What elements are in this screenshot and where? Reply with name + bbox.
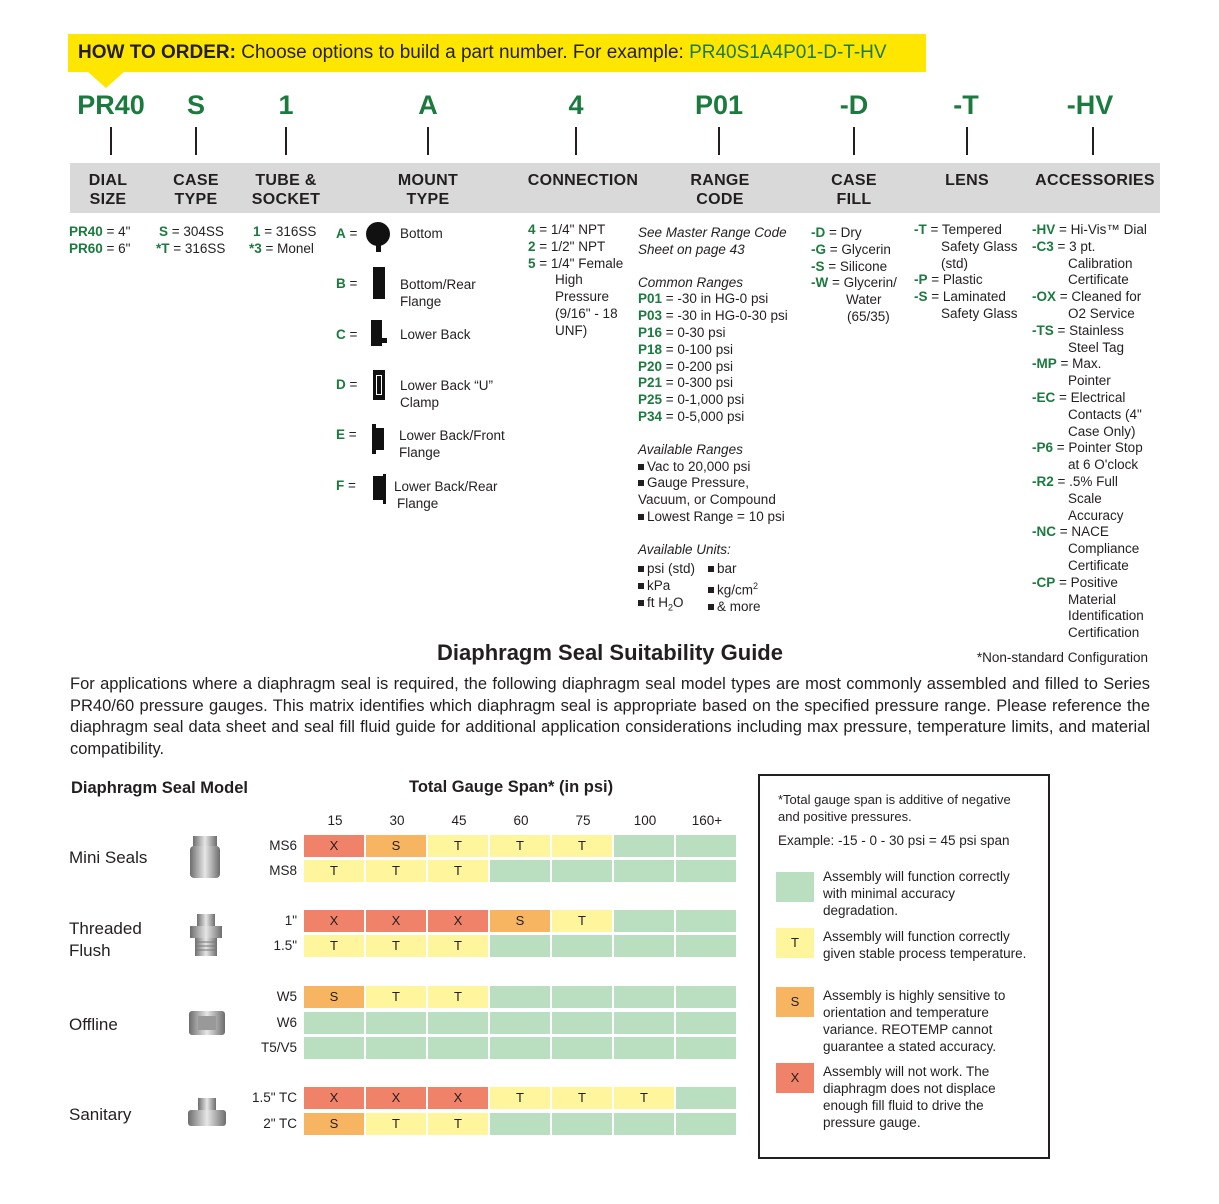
seal-row-label: 1.5" (273, 938, 297, 953)
span-column-header: 15 (327, 813, 343, 828)
code-connection: 4 (568, 90, 584, 120)
range-see-master: See Master Range Code (638, 225, 787, 240)
option-item: -G = Glycerin (811, 241, 891, 257)
threaded-flush-seal-icon (187, 912, 225, 960)
mount-option-b: B = (336, 276, 358, 291)
option-item: -NC = NACE (1032, 524, 1109, 540)
group-sanitary: Sanitary (69, 1105, 132, 1124)
legend-text-good: Assembly will function correctly with minimal accuracy degradation. (823, 869, 1010, 918)
mount-option-f: F = (336, 478, 356, 493)
option-item: *T = 316SS (156, 240, 226, 256)
code-dial-size: PR40 (77, 90, 145, 120)
option-item: -P6 = Pointer Stop (1032, 440, 1143, 456)
mount-label: Lower Back (400, 327, 471, 342)
code-case-fill: -D (839, 90, 869, 120)
matrix-cell (552, 986, 612, 1008)
non-standard-note: *Non-standard Configuration (976, 650, 1148, 665)
matrix-cell: T (490, 835, 550, 857)
matrix-cell (552, 935, 612, 957)
matrix-cell: S (366, 835, 426, 857)
matrix-cell (614, 1113, 674, 1135)
matrix-cell (676, 910, 736, 932)
option-item: -T = Tempered (914, 222, 1002, 237)
guide-paragraph: For applications where a diaphragm seal is required, the following diaphragm seal model types are most commonly assembled and filled to Series PR40/60 pressure gauges. This matrix identifies which diaphragm seal is appropriate based on the specified pressure range. Please reference the diaphragm seal data sheet and seal fill fluid guide for additional application considerations including max pressure, temperature limits, and material compatibility. (70, 675, 1150, 758)
mount-front-flange-icon-body (376, 428, 384, 450)
matrix-cell (676, 1037, 736, 1059)
matrix-cell: T (428, 835, 488, 857)
span-column-header: 60 (513, 813, 529, 828)
matrix-cell (676, 860, 736, 882)
matrix-cell (614, 835, 674, 857)
group-offline: Offline (69, 1015, 118, 1034)
span-column-header: 30 (389, 813, 405, 828)
header-case-type: CASE TYPE (173, 172, 219, 208)
connection-options (528, 222, 623, 340)
mount-option-e: E = (336, 427, 357, 442)
option-continuation: (65/35) (847, 308, 890, 324)
case-type-options (156, 224, 225, 258)
seal-row-label: W5 (276, 989, 297, 1004)
group-threaded-flush: Threaded Flush (69, 919, 142, 960)
mount-lower-back-icon-stem (380, 338, 387, 343)
option-item: -S = Laminated (914, 289, 1006, 305)
option-item: P18 = 0-100 psi (638, 341, 733, 357)
matrix-cell (614, 1037, 674, 1059)
option-continuation: (9/16" - 18 (555, 305, 618, 321)
matrix-cell: T (366, 860, 426, 882)
banner-text: Choose options to build a part number. For example: (235, 42, 690, 63)
option-item: P34 = 0-5,000 psi (638, 408, 745, 424)
seal-row-label: W6 (276, 1015, 297, 1030)
option-item: P03 = -30 in HG-0-30 psi (638, 308, 788, 324)
option-item: -OX = Cleaned for (1032, 289, 1142, 305)
matrix-cell: X (366, 1087, 426, 1109)
legend-text-fail: Assembly will not work. The diaphragm does not displace enough fill fluid to drive the pressure gauge. (823, 1064, 996, 1130)
available-units-title: Available Units: (638, 541, 731, 557)
unit-item: $kg/cm^2$ (708, 578, 761, 599)
matrix-cell: T (614, 1087, 674, 1109)
matrix-cell (428, 1012, 488, 1034)
option-item: -D = Dry (811, 225, 862, 240)
available-range-item: Lowest Range = 10 psi (638, 509, 788, 526)
mount-option-d: D = (336, 377, 358, 392)
code-tube-socket: 1 (278, 90, 294, 120)
option-continuation: Pressure (555, 289, 610, 305)
code-tick (1092, 127, 1094, 155)
option-continuation: Safety Glass (941, 305, 1018, 321)
matrix-cell: T (366, 1113, 426, 1135)
available-units-col1 (638, 561, 695, 616)
unit-item: kPa (638, 578, 695, 595)
matrix-cell (366, 1037, 426, 1059)
option-item: -P = Plastic (914, 272, 983, 288)
option-item: 4 = 1/4" NPT (528, 222, 606, 237)
option-item: -CP = Positive (1032, 574, 1118, 590)
option-continuation: High (555, 272, 583, 288)
legend-swatch-fail: X (776, 1063, 814, 1093)
banner-arrow (88, 72, 124, 88)
matrix-cell (676, 1113, 736, 1135)
case-fill-options (811, 225, 897, 326)
seal-row-label: 1" (284, 913, 297, 928)
option-item: PR40 = 4" (69, 224, 131, 239)
unit-item: psi (std) (638, 561, 695, 578)
option-item: *3 = Monel (249, 240, 314, 256)
seal-row-label: MS6 (269, 838, 297, 853)
code-lens: -T (953, 90, 979, 120)
option-item: -EC = Electrical (1032, 389, 1126, 405)
legend-swatch-good (776, 872, 814, 902)
code-range: P01 (694, 90, 744, 120)
matrix-cell (614, 860, 674, 882)
option-continuation: UNF) (555, 322, 588, 338)
matrix-cell: S (490, 910, 550, 932)
matrix-cell: T (366, 986, 426, 1008)
matrix-cell: X (304, 835, 364, 857)
matrix-cell: X (428, 910, 488, 932)
option-item: P20 = 0-200 psi (638, 358, 733, 374)
matrix-cell (614, 1012, 674, 1034)
matrix-cell (490, 986, 550, 1008)
seal-row-label: 2" TC (263, 1116, 297, 1131)
option-item: -MP = Max. (1032, 356, 1102, 372)
available-range-item: Gauge Pressure, (638, 475, 788, 492)
option-item: -R2 = .5% Full (1032, 473, 1118, 489)
matrix-cell: S (304, 1113, 364, 1135)
matrix-cell (366, 1012, 426, 1034)
matrix-cell: X (304, 910, 364, 932)
matrix-cell (614, 935, 674, 957)
mount-option-a: A = (336, 226, 358, 241)
available-range-item: Vacuum, or Compound (638, 492, 776, 508)
code-tick (853, 127, 855, 155)
available-units-col2 (708, 561, 761, 616)
option-item: -C3 = 3 pt. (1032, 238, 1096, 254)
mount-bottom-icon-stem (376, 244, 381, 252)
seal-row-label: 1.5" TC (251, 1090, 297, 1105)
matrix-cell (552, 1113, 612, 1135)
option-item: -HV = Hi-Vis™ Dial (1032, 222, 1147, 237)
matrix-cell (552, 1012, 612, 1034)
mount-bottom-rear-flange-icon (373, 267, 385, 299)
lens-options (914, 222, 1018, 323)
header-range-code: RANGE CODE (690, 172, 750, 208)
option-item: 5 = 1/4" Female (528, 255, 624, 271)
matrix-cell: X (304, 1087, 364, 1109)
header-tube-socket: TUBE & SOCKET (251, 172, 321, 208)
seal-row-label: MS8 (269, 863, 297, 878)
option-item: -W = Glycerin/ (811, 275, 897, 291)
unit-item: bar (708, 561, 761, 578)
legend-swatch-sensitive: S (776, 987, 814, 1017)
matrix-cell: T (304, 860, 364, 882)
option-continuation: Water (846, 292, 882, 308)
available-range-item: Vac to 20,000 psi (638, 459, 788, 476)
matrix-cell: T (304, 935, 364, 957)
matrix-cell (490, 935, 550, 957)
matrix-cell (552, 860, 612, 882)
header-connection: CONNECTION (527, 172, 639, 189)
span-label: Total Gauge Span* (in psi) (409, 778, 614, 796)
code-tick (285, 127, 287, 155)
span-column-header: 160+ (691, 813, 723, 828)
matrix-cell (676, 986, 736, 1008)
available-ranges-title: Available Ranges (638, 441, 743, 457)
code-tick (427, 127, 429, 155)
mount-bottom-icon (366, 222, 390, 246)
matrix-cell: T (366, 935, 426, 957)
code-accessories: -HV (1066, 90, 1114, 120)
span-column-header: 75 (575, 813, 591, 828)
legend-text-sensitive: Assembly is highly sensitive to orientation and temperature variance. REOTEMP cannot guarantee a stated accuracy. (823, 988, 1006, 1054)
matrix-cell: T (552, 835, 612, 857)
common-ranges-title: Common Ranges (638, 274, 744, 290)
matrix-cell: T (428, 935, 488, 957)
range-code-options (638, 225, 788, 559)
header-lens: LENS (945, 172, 989, 189)
mount-label: Lower Back/Front Flange (399, 428, 505, 460)
matrix-cell: T (428, 860, 488, 882)
banner-example: PR40S1A4P01-D-T-HV (689, 42, 887, 63)
matrix-cell (490, 1113, 550, 1135)
code-case-type: S (186, 90, 205, 120)
mount-option-c: C = (336, 327, 358, 342)
mini-seal-icon (185, 834, 225, 882)
mount-rear-flange-icon (373, 476, 383, 500)
span-column-header: 100 (633, 813, 657, 828)
option-item: P01 = -30 in HG-0 psi (638, 291, 769, 307)
matrix-cell (676, 1012, 736, 1034)
matrix-cell: X (366, 910, 426, 932)
option-continuation: (std) (941, 255, 968, 271)
mount-label: Lower Back “U” Clamp (400, 378, 494, 410)
header-accessories: ACCESSORIES (1035, 172, 1155, 189)
matrix-cell (304, 1037, 364, 1059)
range-see-master-2: Sheet on page 43 (638, 241, 745, 257)
matrix-cell: T (552, 1087, 612, 1109)
unit-item: ft $H_2O$ (638, 595, 695, 616)
code-tick (110, 127, 112, 155)
mount-label: Lower Back/Rear Flange (394, 479, 498, 511)
option-item: 1 = 316SS (253, 224, 317, 239)
code-tick (966, 127, 968, 155)
matrix-cell (676, 1087, 736, 1109)
seal-row-label: T5/V5 (260, 1040, 297, 1055)
legend-note: *Total gauge span is additive of negative and positive pressures. (778, 792, 1011, 824)
matrix-cell: T (428, 986, 488, 1008)
tube-socket-options (249, 224, 316, 258)
code-tick (718, 127, 720, 155)
matrix-cell (428, 1037, 488, 1059)
option-item: -TS = Stainless (1032, 322, 1124, 338)
mount-u-clamp-icon-detail (376, 375, 382, 395)
matrix-cell (552, 1037, 612, 1059)
header-mount-type: MOUNT TYPE (397, 172, 459, 208)
matrix-cell: T (490, 1087, 550, 1109)
guide-title: Diaphragm Seal Suitability Guide (437, 640, 783, 665)
how-to-order-banner (68, 34, 926, 72)
matrix-cell: S (304, 986, 364, 1008)
offline-seal-icon (186, 1008, 228, 1038)
span-column-header: 45 (451, 813, 467, 828)
option-continuation: Safety Glass (941, 238, 1018, 254)
seal-model-label: Diaphragm Seal Model (71, 779, 248, 797)
option-item: P21 = 0-300 psi (638, 375, 733, 391)
matrix-cell (614, 986, 674, 1008)
mount-label: Bottom (400, 226, 443, 241)
option-item: S = 304SS (159, 224, 224, 239)
unit-item: & more (708, 599, 761, 616)
group-mini-seals: Mini Seals (69, 848, 148, 867)
code-mount-type: A (418, 90, 438, 120)
option-item: P16 = 0-30 psi (638, 324, 726, 340)
matrix-cell (614, 910, 674, 932)
option-item: 2 = 1/2" NPT (528, 238, 606, 254)
header-dial-size: DIAL SIZE (88, 172, 128, 208)
option-item: PR60 = 6" (69, 240, 131, 256)
legend-swatch-temperature: T (776, 928, 814, 958)
accessories-options: -HV = Hi-Vis™ Dial -C3 = 3 pt. Calibration Certificate -OX = Cleaned for O2 Service -TS = Stainless Steel Tag -MP = Max. Pointer -EC = Electrical Contacts (4" Case Only) -P6 = Pointer Stop at 6 O'clock -R2 = .5% Full Scale Accuracy -NC = NACE Compliance Certificate -CP = Positive Material Identification Certification (1032, 222, 1147, 641)
option-item: -S = Silicone (811, 258, 888, 274)
legend-example: Example: -15 - 0 - 30 psi = 45 psi span (778, 833, 1010, 848)
matrix-cell (676, 835, 736, 857)
matrix-cell (490, 1037, 550, 1059)
matrix-cell (490, 860, 550, 882)
matrix-cell (490, 1012, 550, 1034)
sanitary-seal-icon (186, 1096, 228, 1130)
dial-size-options (69, 224, 130, 258)
banner-label: HOW TO ORDER: (78, 42, 236, 63)
matrix-cell: X (428, 1087, 488, 1109)
option-item: P25 = 0-1,000 psi (638, 392, 745, 408)
code-tick (575, 127, 577, 155)
header-case-fill: CASE FILL (831, 172, 877, 208)
mount-rear-flange-icon-plate (383, 474, 386, 504)
matrix-cell: T (552, 910, 612, 932)
legend-text-temperature: Assembly will function correctly given stable process temperature. (823, 929, 1027, 961)
mount-label: Bottom/Rear Flange (400, 277, 476, 309)
matrix-cell (304, 1012, 364, 1034)
matrix-cell (676, 935, 736, 957)
matrix-cell: T (428, 1113, 488, 1135)
code-tick (195, 127, 197, 155)
